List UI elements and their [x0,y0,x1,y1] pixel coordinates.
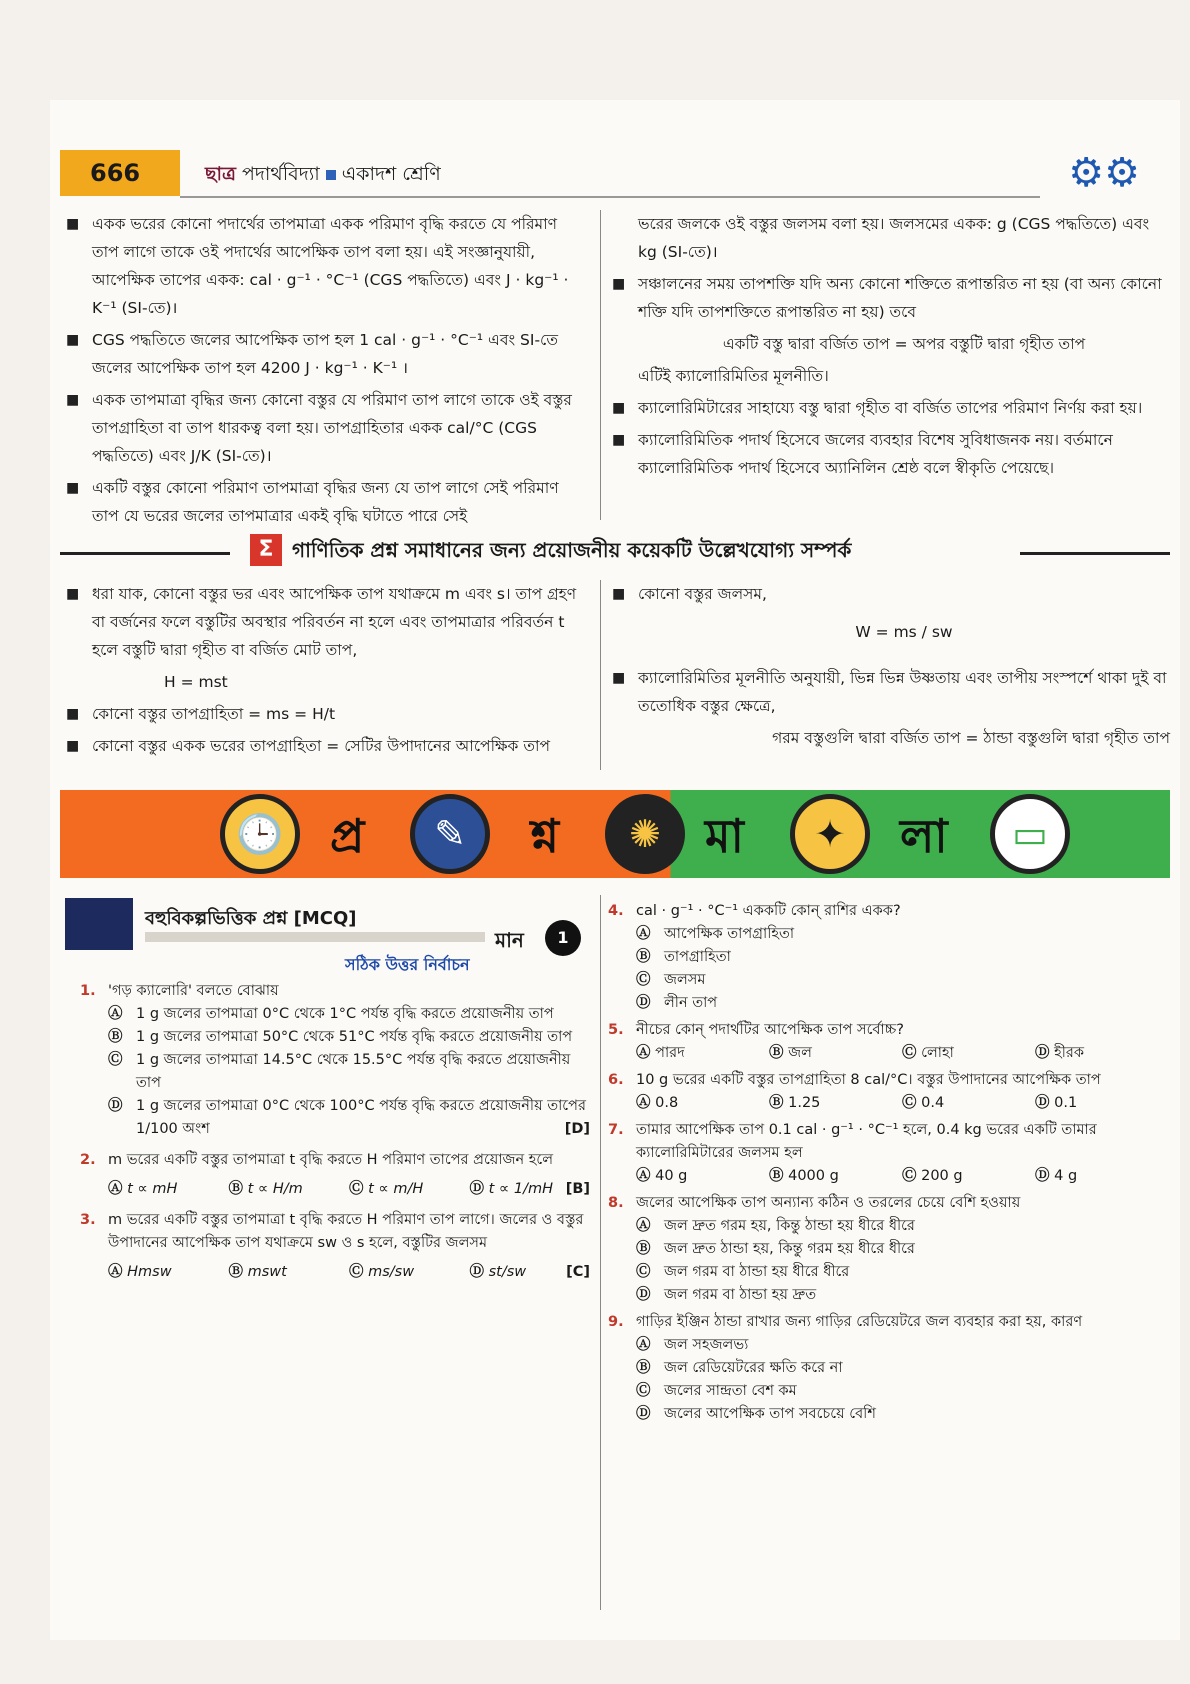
option [636,1092,769,1115]
para: ■ ধরা যাক, কোনো বস্তুর ভর এবং আপেক্ষিক তাপ যথাক্রমে m এবং s। তাপ গ্রহণ বা বর্জনের ফলে বস্তুটির অবস্থার পরিবর্তন না হলে এবং তাপমাত্রার পরিবর্তন t হলে বস্তুটি দ্বারা গৃহীত বা বর্জিত মোট তাপ, [64,580,584,664]
option-label: Ⓓ [636,995,651,1011]
option-text: 4000 g [788,1168,839,1184]
option [608,946,1168,969]
option-text: mswt [247,1264,287,1280]
option-label: Ⓑ [108,1029,123,1045]
option [229,1261,350,1284]
equation: W = ms / sw [855,623,953,641]
option [1035,1165,1168,1188]
question [80,980,590,1141]
column-divider [600,210,601,520]
option [902,1165,1035,1188]
para: ■ সঞ্চালনের সময় তাপশক্তি যদি অন্য কোনো শক্তিতে রূপান্তরিত না হয় (বা অন্য কোনো শক্তি যদি তাপশক্তিতে রূপান্তরিত না হয়) তবে [610,270,1170,326]
option-label: Ⓑ [228,1264,243,1280]
question-text: m ভরের একটি বস্তুর তাপমাত্রা t বৃদ্ধি করতে H পরিমাণ তাপের প্রয়োজন হলে [108,1152,554,1168]
option [80,1049,590,1095]
laptop-icon: ▭ [990,794,1070,874]
rule [60,552,230,555]
option-label: Ⓑ [636,1241,651,1257]
options-row [80,1178,590,1201]
option-label: Ⓒ [636,972,651,988]
clock-icon: 🕒 [220,794,300,874]
option [608,969,1168,992]
option-text: 0.4 [921,1095,945,1111]
prosnomala-banner [60,790,1170,878]
option-label: Ⓑ [769,1168,784,1184]
option-label: Ⓒ [902,1045,917,1061]
answer: [C] [566,1264,590,1280]
option-text: Hmsw [127,1264,172,1280]
option-text: 40 g [655,1168,688,1184]
questions-right [608,900,1168,1430]
option-text: t ∝ m/H [368,1181,424,1197]
option [608,923,1168,946]
option-text: ms/sw [368,1264,415,1280]
option-text: t ∝ H/m [247,1181,303,1197]
option [636,1042,769,1065]
option [608,992,1168,1015]
marks-label: মান [495,928,524,952]
option-text: 1 g জলের তাপমাত্রা 0°C থেকে 100°C পর্যন্ত বৃদ্ধি করতে প্রয়োজনীয় তাপের 1/100 অংশ [136,1098,586,1137]
banner-letter: মা [705,809,744,863]
option-text: জল সহজলভ্য [664,1337,749,1353]
option-text: তাপগ্রাহিতা [664,949,731,965]
option [608,1284,1168,1307]
question-text: m ভরের একটি বস্তুর তাপমাত্রা t বৃদ্ধি করতে H পরিমাণ তাপ লাগে। জলের ও বস্তুর উপাদানের আপেক্ষিক তাপ যথাক্রমে sw ও s হলে, বস্তুটির জলসম [108,1212,584,1251]
option-label: Ⓓ [636,1287,651,1303]
question-text: নীচের কোন্ পদার্থটির আপেক্ষিক তাপ সর্বোচ্চ? [636,1022,905,1038]
formula-right-column [610,580,1170,756]
option-label: Ⓐ [108,1264,123,1280]
notepad-icon: ✎ [410,794,490,874]
option-label: Ⓒ [108,1052,123,1068]
option-label: Ⓓ [469,1181,484,1197]
question-number: 1. [80,983,96,999]
question [608,1019,1168,1065]
option [608,1380,1168,1403]
sigma-icon: Σ [250,534,282,566]
option [1035,1042,1168,1065]
option-label: Ⓑ [769,1045,784,1061]
question-number: 7. [608,1122,624,1138]
page-header [60,150,1170,202]
option-label: Ⓓ [469,1264,484,1280]
option-label: Ⓐ [108,1181,123,1197]
class-name: একাদশ শ্রেণি [341,163,441,185]
para: ■ কোনো বস্তুর জলসম, [610,580,1170,608]
option [349,1178,470,1201]
gear-icon: ⚙⚙ [1068,150,1140,196]
option [608,1215,1168,1238]
para: ■ CGS পদ্ধতিতে জলের আপেক্ষিক তাপ হল 1 cal · g⁻¹ · °C⁻¹ এবং SI-তে জলের আপেক্ষিক তাপ হল 4200 J · kg⁻¹ · K⁻¹ । [64,326,584,382]
option-label: Ⓐ [108,1006,123,1022]
options-row [80,1261,590,1284]
page-number: 666 [60,150,180,196]
option-text: 1 g জলের তাপমাত্রা 0°C থেকে 1°C পর্যন্ত বৃদ্ধি করতে প্রয়োজনীয় তাপ [136,1006,554,1022]
option-label: Ⓓ [108,1098,123,1114]
option-label: Ⓓ [1035,1168,1050,1184]
option-text: st/sw [488,1264,527,1280]
para: ■ ক্যালোরিমিতির মূলনীতি অনুযায়ী, ভিন্ন ভিন্ন উষ্ণতায় এবং তাপীয় সংস্পর্শে থাকা দুই বা ততোধিক বস্তুর ক্ষেত্রে, [610,664,1170,720]
option-text: 4 g [1054,1168,1078,1184]
option [769,1092,902,1115]
para: ■ কোনো বস্তুর একক ভরের তাপগ্রাহিতা = সেটির উপাদানের আপেক্ষিক তাপ [64,732,584,760]
option-text: আপেক্ষিক তাপগ্রাহিতা [664,926,795,942]
column-divider [600,895,601,1610]
question-text: জলের আপেক্ষিক তাপ অন্যান্য কঠিন ও তরলের চেয়ে বেশি হওয়ায় [636,1195,1021,1211]
column-divider [600,580,601,770]
option-text: t ∝ mH [127,1181,178,1197]
option-label: Ⓑ [636,1360,651,1376]
question [608,1119,1168,1188]
question-number: 8. [608,1195,624,1211]
option [80,1095,590,1141]
option [80,1003,590,1026]
section-title: গাণিতিক প্রশ্ন সমাধানের জন্য প্রয়োজনীয় কয়েকটি উল্লেখযোগ্য সম্পর্ক [292,538,852,562]
options-row [608,1165,1168,1188]
option [608,1403,1168,1426]
option-label: Ⓒ [636,1264,651,1280]
question-text: তামার আপেক্ষিক তাপ 0.1 cal · g⁻¹ · °C⁻¹ হলে, 0.4 kg ভরের একটি তামার ক্যালোরিমিটারের জলসম হল [636,1122,1097,1161]
question-number: 2. [80,1152,96,1168]
square-icon [326,170,336,180]
option-text: জল গরম বা ঠান্ডা হয় ধীরে ধীরে [664,1264,850,1280]
para: এটিই ক্যালোরিমিতির মূলনীতি। [638,367,829,385]
para: ■ ক্যালোরিমিতিক পদার্থ হিসেবে জলের ব্যবহার বিশেষ সুবিধাজনক নয়। বর্তমানে ক্যালোরিমিতিক পদার্থ হিসেবে অ্যানিলিন শ্রেষ্ঠ বলে স্বীকৃতি পেয়েছে। [610,426,1170,482]
option-label: Ⓐ [636,1218,651,1234]
question-text: 'গড় ক্যালোরি' বলতে বোঝায় [108,983,279,999]
option [608,1334,1168,1357]
marks-badge: 1 [545,920,581,956]
option-label: Ⓒ [636,1383,651,1399]
option-label: Ⓓ [636,1406,651,1422]
option-text: জলসম [664,972,706,988]
question [608,1192,1168,1307]
answer: [B] [565,1181,590,1197]
option-text: হীরক [1054,1045,1084,1061]
option-label: Ⓑ [769,1095,784,1111]
options-row [608,1042,1168,1065]
option-label: Ⓐ [636,926,651,942]
option [608,1238,1168,1261]
question [80,1149,590,1201]
question [608,1311,1168,1426]
option-text: জল গরম বা ঠান্ডা হয় দ্রুত [664,1287,817,1303]
equation: একটি বস্তু দ্বারা বর্জিত তাপ = অপর বস্তুটি দ্বারা গৃহীত তাপ [722,335,1086,353]
compass-icon: ✦ [790,794,870,874]
option [769,1165,902,1188]
option-text: জল রেডিয়েটরের ক্ষতি করে না [664,1360,843,1376]
book-page [50,100,1180,1640]
question-number: 4. [608,903,624,919]
para: ■ একটি বস্তুর কোনো পরিমাণ তাপমাত্রা বৃদ্ধির জন্য যে তাপ লাগে সেই পরিমাণ তাপ যে ভরের জলের তাপমাত্রার একই বৃদ্ধি ঘটাতে পারে সেই [64,474,584,530]
subject: পদার্থবিদ্যা [242,163,320,185]
option-text: t ∝ 1/mH [488,1181,554,1197]
question-number: 5. [608,1022,624,1038]
equation: গরম বস্তুগুলি দ্বারা বর্জিত তাপ = ঠান্ডা বস্তুগুলি দ্বারা গৃহীত তাপ [772,729,1170,747]
option-text: জল [788,1045,812,1061]
option-text: 1 g জলের তাপমাত্রা 50°C থেকে 51°C পর্যন্ত বৃদ্ধি করতে প্রয়োজনীয় তাপ [136,1029,573,1045]
rule [1020,552,1170,555]
option [80,1026,590,1049]
option [108,1261,229,1284]
option-label: Ⓒ [349,1181,364,1197]
header-rule [180,196,1040,198]
questions-left [80,980,590,1284]
formula-left-column [64,580,584,764]
option-label: Ⓐ [636,1337,651,1353]
option-text: 0.1 [1054,1095,1078,1111]
option [108,1178,229,1201]
title-bar [145,932,485,942]
option [1035,1092,1168,1115]
option-label: Ⓑ [636,949,651,965]
banner-letter: শ্ন [530,809,559,863]
option [769,1042,902,1065]
para: ■ একক তাপমাত্রা বৃদ্ধির জন্য কোনো বস্তুর যে পরিমাণ তাপ লাগে তাকে ওই বস্তুর তাপগ্রাহিতা বা তাপ ধারকত্ব বলা হয়। তাপগ্রাহিতার একক cal/°C (CGS পদ্ধতিতে) এবং J/K (SI-তে)। [64,386,584,470]
question [608,1069,1168,1115]
top-right-column [610,210,1170,486]
top-left-column [64,210,584,534]
bulb-icon: ✺ [605,794,685,874]
question [80,1209,590,1284]
mcq-heading [65,898,585,974]
question-text: cal · g⁻¹ · °C⁻¹ এককটি কোন্ রাশির একক? [636,903,901,919]
banner-letter: প্র [330,809,365,863]
question-text: 10 g ভরের একটি বস্তুর তাপগ্রাহিতা 8 cal/°C। বস্তুর উপাদানের আপেক্ষিক তাপ [636,1072,1101,1088]
option-text: লোহা [921,1045,954,1061]
telescope-icon [65,898,133,950]
mcq-title: বহুবিকল্পভিত্তিক প্রশ্ন [MCQ] [145,908,357,929]
options-row [608,1092,1168,1115]
equation: H = mst [164,673,228,691]
option-text: লীন তাপ [664,995,718,1011]
option-label: Ⓐ [636,1168,651,1184]
question [608,900,1168,1015]
option-label: Ⓒ [902,1095,917,1111]
para: ■ ক্যালোরিমিটারের সাহায্যে বস্তু দ্বারা গৃহীত বা বর্জিত তাপের পরিমাণ নির্ণয় করা হয়। [610,394,1170,422]
question-number: 6. [608,1072,624,1088]
option-text: 1.25 [788,1095,821,1111]
option-text: 200 g [921,1168,963,1184]
option [902,1092,1035,1115]
option-label: Ⓒ [902,1168,917,1184]
question-number: 3. [80,1212,96,1228]
header-title [205,160,441,192]
option-label: Ⓑ [228,1181,243,1197]
option [229,1178,350,1201]
answer: [D] [564,1121,590,1137]
option-text: জলের আপেক্ষিক তাপ সবচেয়ে বেশি [664,1406,876,1422]
option [636,1165,769,1188]
option-text: 0.8 [655,1095,679,1111]
para: ■ কোনো বস্তুর তাপগ্রাহিতা = ms = H/t [64,700,584,728]
option-text: জলের সান্দ্রতা বেশ কম [664,1383,797,1399]
banner-letter: লা [900,809,948,863]
option-label: Ⓓ [1035,1045,1050,1061]
book-name: ছাত্র [205,163,236,185]
option-text: জল দ্রুত ঠান্ডা হয়, কিন্তু গরম হয় ধীরে ধীরে [664,1241,915,1257]
question-number: 9. [608,1314,624,1330]
option [902,1042,1035,1065]
option-label: Ⓐ [636,1095,651,1111]
option-text: জল দ্রুত গরম হয়, কিন্তু ঠান্ডা হয় ধীরে ধীরে [664,1218,915,1234]
mcq-subtitle: সঠিক উত্তর নির্বাচন [345,955,470,974]
option [349,1261,470,1284]
section-heading [60,532,1170,572]
option-text: পারদ [655,1045,685,1061]
question-text: গাড়ির ইঞ্জিন ঠান্ডা রাখার জন্য গাড়ির রেডিয়েটরে জল ব্যবহার করা হয়, কারণ [636,1314,1083,1330]
para: ■ একক ভরের কোনো পদার্থের তাপমাত্রা একক পরিমাণ বৃদ্ধি করতে যে পরিমাণ তাপ লাগে তাকে ওই পদার্থের আপেক্ষিক তাপ বলা হয়। এই সংজ্ঞানুযায়ী, আপেক্ষিক তাপের একক: cal · g⁻¹ · °C⁻¹ (CGS পদ্ধতিতে) এবং J · kg⁻¹ · K⁻¹ (SI-তে)। [64,210,584,322]
option-text: 1 g জলের তাপমাত্রা 14.5°C থেকে 15.5°C পর্যন্ত বৃদ্ধি করতে প্রয়োজনীয় তাপ [136,1052,571,1091]
option [608,1357,1168,1380]
option-label: Ⓓ [1035,1095,1050,1111]
para: ভরের জলকে ওই বস্তুর জলসম বলা হয়। জলসমের একক: g (CGS পদ্ধতিতে) এবং kg (SI-তে)। [638,215,1150,261]
option-label: Ⓐ [636,1045,651,1061]
option-label: Ⓒ [349,1264,364,1280]
option [608,1261,1168,1284]
